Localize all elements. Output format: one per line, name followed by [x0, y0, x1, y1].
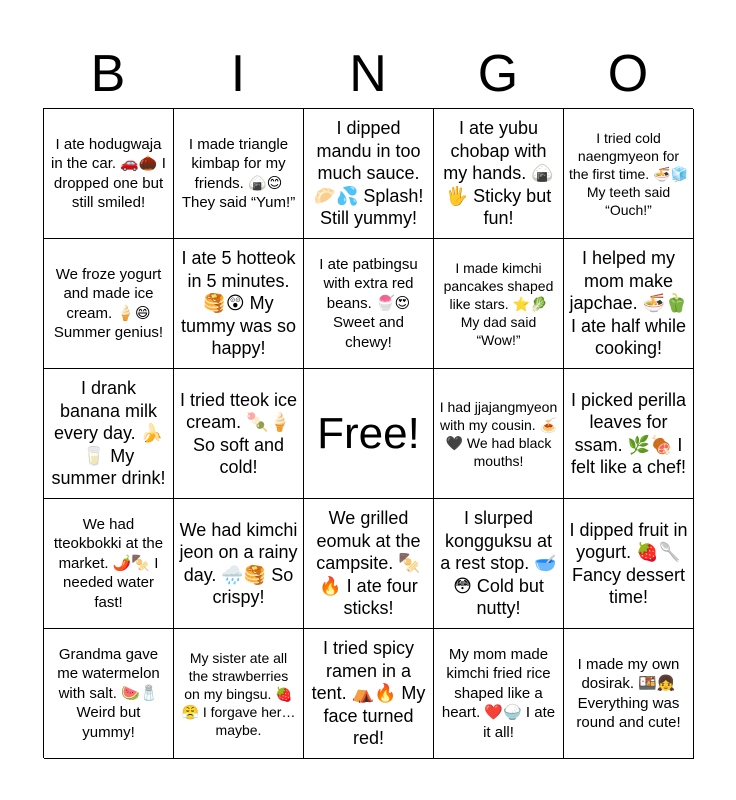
bingo-cell[interactable] [174, 109, 304, 239]
bingo-cell[interactable] [564, 239, 694, 369]
bingo-cell[interactable] [304, 109, 434, 239]
bingo-cell-text: I ate 5 hotteok in 5 minutes. 🥞😲 My tummy was so happy! [180, 248, 297, 359]
bingo-cell-text: I helped my mom make japchae. 🍜🫑 I ate half while cooking! [569, 248, 688, 359]
bingo-cell[interactable] [174, 499, 304, 629]
free-space-label: Free! [317, 408, 420, 458]
bingo-cell[interactable] [434, 369, 564, 499]
title-letter-o: O [607, 45, 649, 103]
bingo-cell[interactable] [44, 109, 174, 239]
bingo-cell-text: I made my own dosirak. 🍱👧 Everything was round and cute! [576, 655, 681, 731]
bingo-cell[interactable] [564, 629, 694, 759]
bingo-board [43, 108, 693, 758]
bingo-cell-text: I tried spicy ramen in a tent. ⛺🔥 My face turned red! [311, 638, 426, 749]
bingo-cell-text: We grilled eomuk at the campsite. 🍢🔥 I ate four sticks! [316, 508, 421, 619]
bingo-cell-text: I had jjajangmyeon with my cousin. 🍝🖤 We had black mouths! [439, 398, 558, 469]
bingo-cell[interactable] [304, 499, 434, 629]
bingo-cell[interactable] [564, 499, 694, 629]
bingo-cell[interactable] [174, 239, 304, 369]
bingo-cell[interactable] [304, 239, 434, 369]
bingo-cell-text: I ate patbingsu with extra red beans. 🍧😍 Sweet and chewy! [319, 255, 418, 351]
bingo-cell-text: We froze yogurt and made ice cream. 🍦😄 Summer genius! [53, 265, 164, 341]
bingo-cell-text: I made triangle kimbap for my friends. 🍙😊 They said “Yum!” [181, 135, 296, 211]
bingo-cell-text: My mom made kimchi fried rice shaped like a heart. ❤️🍚 I ate it all! [441, 645, 556, 741]
bingo-cell-text: I picked perilla leaves for ssam. 🌿🍖 I felt like a chef! [570, 389, 687, 477]
title-letter-b: B [90, 45, 126, 103]
bingo-cell[interactable] [44, 499, 174, 629]
bingo-cell[interactable] [44, 629, 174, 759]
bingo-cell[interactable] [564, 369, 694, 499]
title-letter-i: I [230, 45, 246, 103]
bingo-cell-text: I ate yubu chobap with my hands. 🍙🖐 Sticky but fun! [443, 118, 554, 229]
title-letter-n: N [349, 45, 387, 103]
bingo-title [43, 40, 693, 108]
bingo-cell[interactable] [44, 369, 174, 499]
bingo-cell-text: I drank banana milk every day. 🍌🥛 My summer drink! [51, 378, 166, 489]
bingo-cell-text: I slurped kongguksu at a rest stop. 🥣😳 Cold but nutty! [440, 508, 557, 619]
bingo-cell[interactable] [434, 499, 564, 629]
bingo-cell[interactable] [434, 109, 564, 239]
bingo-cell[interactable] [434, 239, 564, 369]
bingo-cell-text: My sister ate all the strawberries on my bingsu. 🍓😤 I forgave her… maybe. [181, 649, 296, 738]
bingo-cell[interactable] [174, 369, 304, 499]
bingo-cell-text: I dipped mandu in too much sauce. 🥟💦 Splash! Still yummy! [313, 118, 424, 229]
bingo-cell-text: I tried tteok ice cream. 🍡🍦 So soft and cold! [179, 389, 298, 477]
bingo-cell-free[interactable] [304, 369, 434, 499]
bingo-cell-text: I dipped fruit in yogurt. 🍓🥄 Fancy dessert time! [569, 519, 688, 607]
bingo-cell[interactable] [434, 629, 564, 759]
bingo-cell[interactable] [304, 629, 434, 759]
title-letter-g: G [477, 45, 519, 103]
bingo-cell[interactable] [174, 629, 304, 759]
bingo-cell-text: I ate hodugwaja in the car. 🚗🌰 I dropped one but still smiled! [51, 135, 166, 211]
bingo-cell-text: Grandma gave me watermelon with salt. 🍉🧂 Weird but yummy! [57, 645, 160, 741]
bingo-cell-text: We had kimchi jeon on a rainy day. 🌧️🥞 So crispy! [179, 519, 298, 607]
bingo-cell[interactable] [564, 109, 694, 239]
bingo-cell-text: I tried cold naengmyeon for the first time. 🍜🧊 My teeth said “Ouch!” [569, 129, 688, 218]
bingo-cell[interactable] [44, 239, 174, 369]
bingo-cell-text: We had tteokbokki at the market. 🌶️🍢 I needed water fast! [53, 515, 164, 611]
bingo-cell-text: I made kimchi pancakes shaped like stars. ⭐🥬 My dad said “Wow!” [443, 259, 554, 348]
